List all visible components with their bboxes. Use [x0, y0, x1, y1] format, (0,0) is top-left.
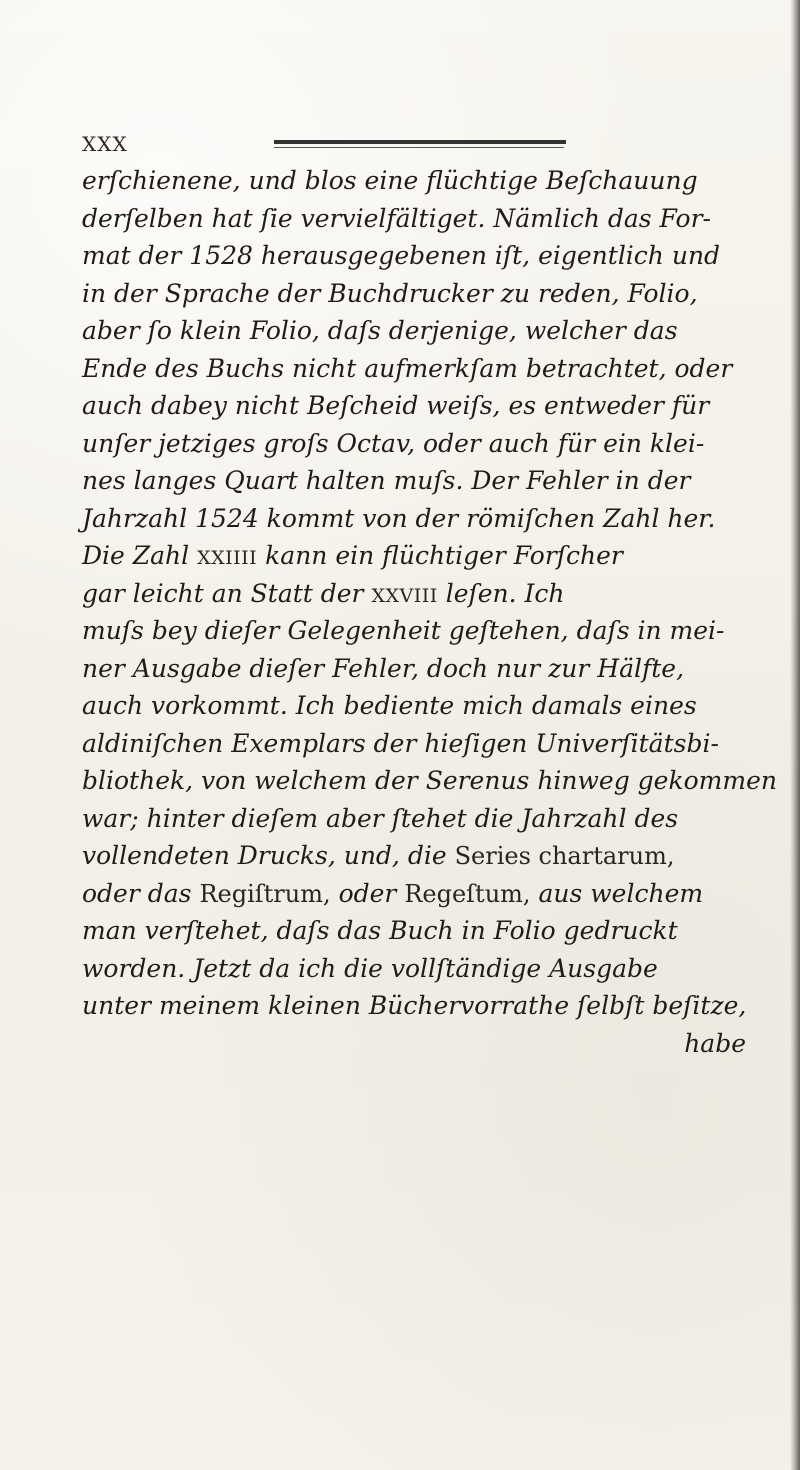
text-line: worden. Jetzt da ich die vollſtändige Ausgabe [82, 953, 658, 983]
text-segment: oder das [82, 878, 192, 908]
text-line: war; hinter dieſem aber ſtehet die Jahrzahl des [82, 803, 679, 833]
header-rule-thick [274, 140, 566, 144]
text-segment: gar leicht an Statt der [82, 578, 364, 608]
text-line: Jahrzahl 1524 kommt von der römiſchen Zahl her. [82, 503, 716, 533]
text-line: man verſtehet, daſs das Buch in Folio gedruckt [82, 916, 678, 945]
text-line: mat der 1528 herausgegebenen iſt, eigentlich und [82, 241, 721, 270]
roman-numeral: XXVIII [371, 584, 438, 607]
header-rule [274, 140, 566, 148]
text-segment: aus welchem [538, 878, 704, 908]
text-line: in der Sprache der Buchdrucker zu reden, Folio, [82, 278, 698, 308]
text-line: unſer jetziges groſs Octav, oder auch für ein klei- [82, 428, 705, 458]
text-line: auch dabey nicht Beſcheid weiſs, es entweder für [82, 391, 710, 420]
text-line: bliothek, von welchem der Serenus hinweg gekommen [82, 766, 777, 795]
text-line [82, 575, 746, 613]
text-line: aldiniſchen Exemplars der hieſigen Univerſitätsbi- [82, 728, 719, 758]
text-line [82, 837, 746, 875]
latin-term: Series chartarum, [454, 842, 675, 870]
text-line: nes langes Quart halten muſs. Der Fehler in der [82, 466, 691, 495]
text-segment: vollendeten Drucks, und, die [82, 841, 447, 870]
text-line [82, 875, 746, 913]
text-line: aber ſo klein Folio, daſs derjenige, welcher das [82, 316, 678, 345]
text-line: auch vorkommt. Ich bediente mich damals eines [82, 691, 697, 720]
roman-numeral: XXIIII [197, 547, 258, 569]
page-edge-shadow [790, 0, 800, 1470]
text-line: unter meinem kleinen Büchervorrathe ſelbſt beſitze, [82, 991, 747, 1020]
text-line: erſchienene, und blos eine flüchtige Beſchauung [82, 166, 698, 195]
body-text [82, 162, 777, 1062]
text-segment: leſen. Ich [445, 578, 565, 608]
latin-term: Regiſtrum, [199, 879, 331, 908]
latin-term: Regeſtum, [404, 879, 531, 908]
text-line: Ende des Buchs nicht aufmerkſam betrachtet, oder [82, 353, 733, 383]
catchword: habe [684, 1028, 746, 1058]
text-line: muſs bey dieſer Gelegenheit geſtehen, daſs in mei- [82, 616, 725, 645]
text-segment: Die Zahl [82, 541, 190, 570]
text-segment: kann ein flüchtiger Forſcher [265, 541, 623, 570]
text-line: ner Ausgabe dieſer Fehler, doch nur zur Hälfte, [82, 653, 685, 683]
page-number: XXX [82, 132, 128, 156]
header-rule-thin [274, 147, 564, 148]
text-segment: oder [338, 878, 397, 908]
text-line: derſelben hat ſie vervielfältiget. Nämlich das For- [82, 203, 711, 233]
text-line [82, 537, 746, 575]
